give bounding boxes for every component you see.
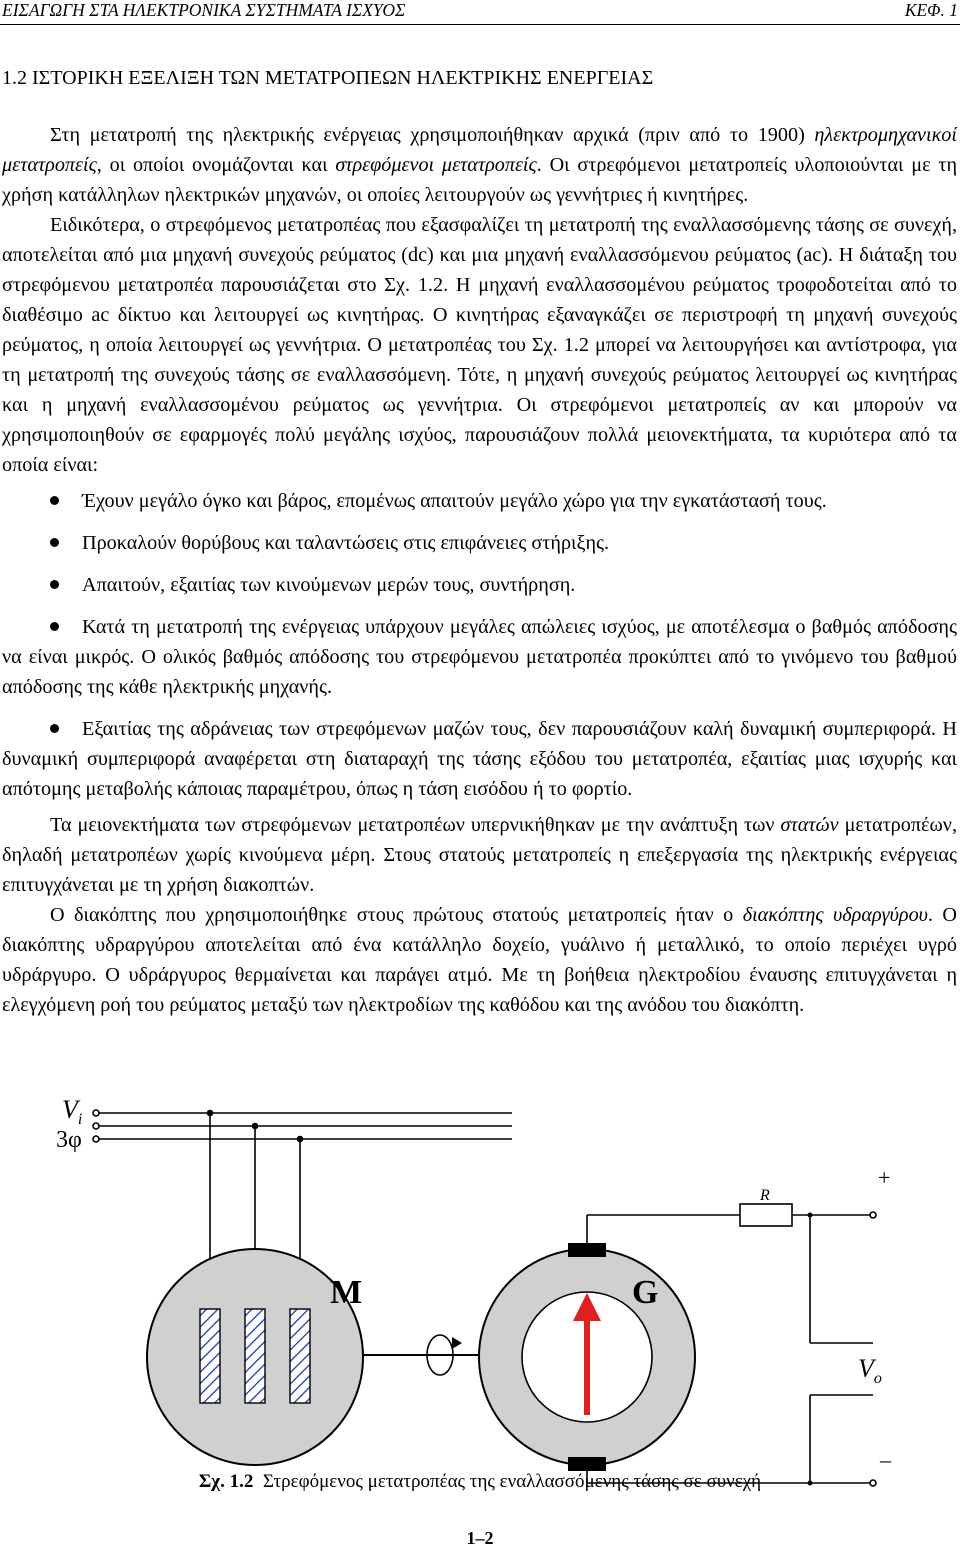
svg-text:Vi: $V_i$ — [62, 1095, 83, 1128]
list-item: Προκαλούν θορύβους και ταλαντώσεις στις επιφάνειες στήριξης. — [2, 522, 957, 564]
output-terminal-plus — [870, 1212, 876, 1218]
rotating-converter-figure — [0, 1085, 960, 1505]
paragraph-1 — [2, 120, 957, 210]
generator-label: G — [632, 1274, 659, 1311]
header-book-title: ΕΙΣΑΓΩΓΗ ΣΤΑ ΗΛΕΚΤΡΟΝΙΚΑ ΣΥΣΤΗΜΑΤΑ ΙΣΧΥΟΣ — [2, 0, 406, 20]
list-item: Έχουν μεγάλο όγκο και βάρος, επομένως απαιτούν μεγάλο χώρο για την εγκατάστασή τους. — [2, 480, 957, 522]
bullet-icon — [50, 580, 59, 589]
p1-text-c: , οι οποίοι ονομάζονται και — [96, 154, 336, 176]
phase-label: 3φ — [56, 1127, 82, 1153]
terminal-b — [93, 1123, 99, 1129]
figure-number: Σχ. 1.2 — [198, 1471, 254, 1492]
page-number: 1–2 — [466, 1528, 494, 1548]
p3-term-static: στατών — [780, 814, 839, 836]
p1-term-electromechanical: ηλεκτρομηχανικοί μετατροπείς — [2, 124, 957, 176]
motor-label: M — [330, 1274, 363, 1311]
motor-winding-b — [245, 1309, 265, 1403]
resistor-label: R — [760, 1187, 770, 1204]
header-chapter: ΚΕΦ. 1 — [904, 0, 958, 20]
resistor-icon — [740, 1204, 792, 1226]
figure-caption — [0, 1471, 960, 1493]
p1-text-e: . Οι στρεφόμενοι μετατροπείς υλοποιούνται με τη χρήση κατάλληλων ηλεκτρικών μηχανών, οι οποίες λειτουργούν ως γεννήτριες ή κινητήρες. — [2, 154, 958, 206]
caption-text: Στρεφόμενος μετατροπέας της εναλλασσόμενης τάσης σε συνεχή — [262, 1471, 762, 1492]
motor-winding-c — [290, 1309, 310, 1403]
brush-bottom — [568, 1457, 606, 1471]
section-title: 1.2 ΙΣΤΟΡΙΚΗ ΕΞΕΛΙΞΗ ΤΩΝ ΜΕΤΑΤΡΟΠΕΩΝ ΗΛΕΚΤΡΙΚΗΣ ΕΝΕΡΓΕΙΑΣ — [2, 67, 654, 89]
bullet-icon — [50, 538, 59, 547]
disadvantages-list — [2, 480, 957, 810]
p1-term-rotating: στρεφόμενοι μετατροπείς — [335, 154, 537, 176]
bullet-icon — [50, 724, 59, 733]
list-item: Εξαιτίας της αδράνειας των στρεφόμενων μαζών τους, δεν παρουσιάζουν καλή δυναμική συμπεριφορά. Η δυναμική συμπεριφορά αναφέρεται στη διαταραχή της τάσης εξόδου του μετατροπέα, εξαιτίας μιας ισχυρής και απότομης μεταβολής κάποιας παραμέτρου, όπως η τάση εισόδου ή το φορτίο. — [2, 718, 957, 800]
motor-winding-a — [200, 1309, 220, 1403]
paragraph-4: Ο διακόπτης που χρησιμοποιήθηκε στους πρώτους στατούς μετατροπείς ήταν ο διακόπτης υδραργύρου. Ο διακόπτης υδραργύρου αποτελείται από ένα κατάλληλο δοχείο, γυάλινο ή μεταλλικό, το οποίο περιέχει υγρό υδράργυρο. Ο υδράργυρος θερμαίνεται και παράγει ατμό. Με τη βοήθεια ηλεκτροδίου έναυσης επιτυγχάνεται η ελεγχόμενη ροή του ρεύματος μεταξύ των ηλεκτροδίων της καθόδου και της ανόδου του διακόπτη. — [2, 904, 957, 1016]
p1-text-a: Στη μετατροπή της ηλεκτρικής ενέργειας χρησιμοποιήθηκαν αρχικά (πριν από το 1900) — [50, 124, 815, 146]
svg-text:Vo: $V_o$ — [858, 1354, 882, 1387]
running-header — [0, 0, 960, 25]
brush-top — [568, 1243, 606, 1257]
bullet-icon — [50, 622, 59, 631]
terminal-a — [93, 1110, 99, 1116]
bullet-icon — [50, 496, 59, 505]
body-text — [2, 120, 957, 1020]
minus-label: – — [880, 1447, 891, 1472]
list-item: Απαιτούν, εξαιτίας των κινούμενων μερών τους, συντήρηση. — [2, 564, 957, 606]
paragraph-3: Τα μειονεκτήματα των στρεφόμενων μετατροπέων υπερνικήθηκαν με την ανάπτυξη των στατών μετατροπέων, δηλαδή μετατροπέων χωρίς κινούμενα μέρη. Στους στατούς μετατροπείς η επεξεργασία της ηλεκτρικής ενέργειας επιτυγχάνεται με τη χρήση διακοπτών. — [2, 814, 957, 896]
list-item: Κατά τη μετατροπή της ενέργειας υπάρχουν μεγάλες απώλειες ισχύος, με αποτέλεσμα ο βαθμός απόδοσης να είναι μικρός. Ο ολικός βαθμός απόδοσης του στρεφόμενου μετατροπέα προκύπτει από το γινόμενο του βαθμού απόδοσης της κάθε ηλεκτρικής μηχανής. — [2, 616, 957, 698]
plus-label: + — [878, 1165, 891, 1190]
p4-term-mercury-switch: διακόπτης υδραργύρου — [742, 904, 928, 926]
terminal-c — [93, 1136, 99, 1142]
paragraph-2: Ειδικότερα, ο στρεφόμενος μετατροπέας που εξασφαλίζει τη μετατροπή της εναλλασσόμενης τάσης σε συνεχή, αποτελείται από μια μηχανή συνεχούς ρεύματος (dc) και μια μηχανή εναλλασσόμενου ρεύματος (ac). Η διάταξη του στρεφόμενου μετατροπέα παρουσιάζεται στο Σχ. 1.2. Η μηχανή εναλλασσομένου ρεύματος τροφοδοτείται από το διαθέσιμο ac δίκτυο και λειτουργεί ως κινητήρας. Ο κινητήρας εξαναγκάζει σε περιστροφή τη μηχανή συνεχούς ρεύματος, η οποία λειτουργεί ως γεννήτρια. Ο μετατροπέας του Σχ. 1.2 μπορεί να λειτουργήσει και αντίστροφα, για τη μετατροπή της συνεχούς τάσης σε εναλλασσόμενη. Τότε, η μηχανή συνεχούς ρεύματος λειτουργεί ως κινητήρας και η μηχανή εναλλασσομένου ρεύματος ως γεννήτρια. Οι στρεφόμενοι μετατροπείς αν και μπορούν να χρησιμοποιηθούν σε εφαρμογές πολύ μεγάλης ισχύος, παρουσιάζουν πολλά μειονεκτήματα, τα κυριότερα από τα οποία είναι: — [2, 214, 957, 476]
